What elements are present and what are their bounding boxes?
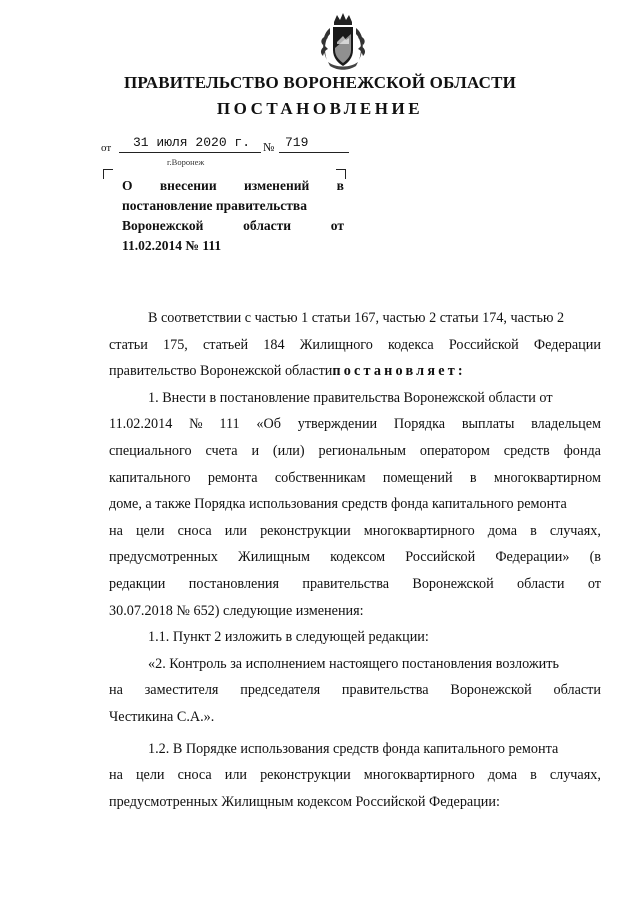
word: владельцем <box>531 416 601 433</box>
word: дома <box>487 767 517 784</box>
word: утверждении <box>297 416 378 433</box>
word: Федерации <box>533 336 601 353</box>
word: сноса <box>177 767 212 784</box>
word: реконструкции <box>260 522 351 539</box>
document-number: 719 <box>285 135 309 150</box>
word: статьи <box>109 336 148 353</box>
word: постановления <box>188 575 280 592</box>
word: Жилищного <box>299 336 373 353</box>
word: 184 <box>263 336 285 353</box>
number-underline <box>279 152 349 153</box>
body-line: Честикина С.А.». <box>109 708 215 725</box>
word: Российской <box>448 336 519 353</box>
word: случаях, <box>549 522 601 539</box>
word: специального <box>109 442 192 459</box>
word: статьей <box>202 336 249 353</box>
word: оператором <box>419 442 490 459</box>
word: редакции <box>109 575 166 592</box>
body-line: 30.07.2018 № 652) следующие изменения: <box>109 602 364 619</box>
document-subject <box>122 176 344 256</box>
word: «Об <box>256 416 281 433</box>
word: предусмотренных <box>109 549 218 566</box>
date-prefix: от <box>101 142 112 154</box>
resolution-keyword: постановляет: <box>332 363 466 380</box>
government-title: ПРАВИТЕЛЬСТВО ВОРОНЕЖСКОЙ ОБЛАСТИ <box>123 73 517 92</box>
word: собственникам <box>274 469 366 486</box>
body-line: 1.2. В Порядке использования средств фонда капитального ремонта <box>148 740 559 757</box>
body-line: доме, а также Порядка использования средств фонда капитального ремонта <box>109 496 567 513</box>
body-line: В соответствии с частью 1 статьи 167, частью 2 статьи 174, частью 2 <box>148 310 565 326</box>
word: в <box>469 469 477 486</box>
word: заместителя <box>144 682 219 699</box>
body-line: 1.1. Пункт 2 изложить в следующей редакции: <box>148 629 429 646</box>
word: Российской <box>405 549 476 566</box>
body-line <box>109 544 601 571</box>
body-line <box>109 438 601 465</box>
body-line <box>109 411 601 438</box>
word: на <box>109 682 123 699</box>
word: и <box>251 442 260 459</box>
word: счета <box>205 442 238 459</box>
body-line: правительство Воронежской области постановляет: <box>109 358 601 385</box>
word: кодекса <box>388 336 434 353</box>
word: выплаты <box>461 416 515 433</box>
word: средств <box>503 442 550 459</box>
document-date: 31 июля 2020 г. <box>133 135 251 150</box>
word: 111 <box>219 416 240 433</box>
body-line: предусмотренных Жилищным кодексом Российской Федерации: <box>109 793 500 810</box>
word: цели <box>135 767 165 784</box>
subject-line: Воронежской области от <box>122 218 344 233</box>
word: реконструкции <box>260 767 351 784</box>
word: в <box>530 767 537 784</box>
subject-line: постановление правительства <box>122 198 307 213</box>
word: сноса <box>177 522 212 539</box>
word: многоквартирного <box>363 522 475 539</box>
document-body <box>109 305 601 815</box>
word: 175, <box>163 336 188 353</box>
body-line: 1. Внести в постановление правительства Воронежской области от <box>148 389 553 406</box>
document-city: г.Воронеж <box>167 157 205 167</box>
word: или <box>224 522 248 539</box>
word: дома <box>487 522 517 539</box>
word: цели <box>135 522 165 539</box>
word: капитального <box>109 469 191 486</box>
body-line <box>109 332 601 359</box>
word: Порядка <box>393 416 446 433</box>
word: или <box>224 767 248 784</box>
word: ремонта <box>207 469 258 486</box>
word: № <box>189 416 203 433</box>
word: кодексом <box>330 549 386 566</box>
word: правительства <box>302 575 390 592</box>
body-line <box>109 518 601 545</box>
subject-line: О внесении изменений в <box>122 178 344 193</box>
word: региональным <box>318 442 407 459</box>
body-line <box>109 677 601 704</box>
word: Воронежской <box>412 575 494 592</box>
body-line <box>109 762 601 789</box>
number-prefix: № <box>263 140 275 154</box>
word: (в <box>589 549 601 566</box>
word: Воронежской <box>450 682 532 699</box>
word: многоквартирном <box>493 469 601 486</box>
word: от <box>587 575 601 592</box>
word: 11.02.2014 <box>109 416 173 433</box>
word: правительства <box>341 682 429 699</box>
word: помещений <box>382 469 453 486</box>
subject-line: 11.02.2014 № 111 <box>122 238 222 253</box>
body-line: «2. Контроль за исполнением настоящего постановления возложить <box>148 655 559 672</box>
word: Жилищным <box>238 549 311 566</box>
word: (или) <box>272 442 305 459</box>
document-type: ПОСТАНОВЛЕНИЕ <box>216 99 424 118</box>
body-line <box>109 465 601 492</box>
word: области <box>553 682 601 699</box>
word: Федерации» <box>495 549 570 566</box>
word: в <box>530 522 537 539</box>
word: председателя <box>240 682 321 699</box>
body-line <box>109 571 601 598</box>
date-underline <box>119 152 261 153</box>
subject-corner-left <box>103 169 113 179</box>
word: области <box>517 575 565 592</box>
word: на <box>109 767 123 784</box>
word: фонда <box>563 442 601 459</box>
word: многоквартирного <box>363 767 475 784</box>
word: на <box>109 522 123 539</box>
voronezh-coat-of-arms-icon <box>318 12 368 72</box>
word: случаях, <box>549 767 601 784</box>
